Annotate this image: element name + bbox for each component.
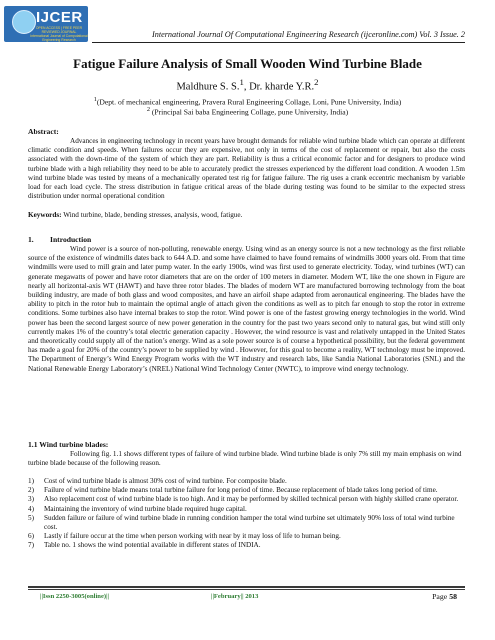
- section-heading: [28, 235, 465, 244]
- list-text: Failure of wind turbine blade means total turbine failure for long period of time. Because replacement of blade takes long period of time.: [44, 486, 438, 495]
- abstract-heading: Abstract:: [28, 127, 59, 136]
- page-number-value: 58: [449, 592, 457, 601]
- list-item: [28, 532, 465, 541]
- list-number: 4): [28, 504, 34, 513]
- list-number: 6): [28, 532, 34, 541]
- introduction-text: Wind power is a source of non-polluting, renewable energy. Using wind as an energy source is not a new technology as the first reliable source of the existence of windmills dates back to 644 A.D. and some have claimed to have found remains of windmills 3000 years old. From that time windmills were used to mill grain and later pump water. In the early 1900s, wind was first used to generate electricity. Today, wind turbines (WT) can generate megawatts of power and have rotor diameters that are on the order of 100 meters in diameter. Modern WT, like the one shown in Figure are nearly all horizontal-axis WT (HAWT) and have three rotor blades. The blades of modern WT are manufactured borrowing technology from the boat building industry, are made of both glass and wood composites, and have an airfoil shape adapted from aeronautical engineering. The blades have the ability to pitch in the rotor hub to maintain the optimal angle of attach given the conditions as well as to pitch far enough to stop the rotor in extreme conditions. Some turbines also have internal brakes to stop the rotor. Wind power is one of the fastest growing energy technologies in the world. Wind power has been the second largest source of new power generation in the country for the past two years second only to natural gas, but wind still only currently makes 1% of the country’s total electric generation capacity . However, the wind resource is vast and relatively untapped in the United States and theoretically could supply all of the nation’s energy. Wind as a sole power source is of course a hypothetical possibility, but the federal government has made a goal for 20% of the country’s power to be supplied by wind . However, for this goal to become a reality, WT technology must be improved. The Department of Energy’s Wind Energy Program works with the WT industry and research labs, like Sandia National Laboratories (SNL) and the National Renewable Energy Laboratory’s (NREL) National Wind Technology Center (NWTC), to improve wind energy technology.: [28, 245, 465, 373]
- abstract-text: Advances in engineering technology in recent years have brought demands for reliable wind turbine blade which can operate at different climatic condition and speeds. When failures occur they are expensive, not only in terms of the cost of replacement or repair, but also the costs associated with the down-time of the system of which they are part. Reliability is thus a critical economic factor and for designers to produce wind turbine blade with a high reliability they need to be able to accurately predict the stresses experienced by the different load condition. A wooden 1.5m wind turbine blade was tested by means of a mechanically operated test rig for fatigue failure. The rig uses a crank eccentric mechanism by variable load for each load cycle. The stress distribution in fatigue critical areas of the blade during testing was found to be similar to the expected stress distribution under normal operational condition: [28, 137, 465, 201]
- keywords-line: [28, 211, 465, 220]
- page-label: Page: [432, 592, 448, 601]
- list-number: 2): [28, 486, 34, 495]
- header-divider: [92, 42, 465, 43]
- list-number: 5): [28, 513, 34, 522]
- journal-running-title: International Journal Of Computational Engineering Research (ijceronline.com) Vol. 3 Issue. 2: [152, 30, 465, 39]
- journal-header: [0, 0, 495, 50]
- list-text: Table no. 1 shows the wind potential available in different states of INDIA.: [44, 541, 261, 550]
- list-item: [28, 495, 465, 504]
- author-line: [0, 77, 495, 93]
- affiliation-superscript: 2: [146, 106, 150, 113]
- list-text: Also replacement cost of wind turbine blade is too high. And it may be performed by skilled technical person with highly skilled crane operator.: [44, 495, 459, 504]
- keywords-label: Keywords:: [28, 211, 62, 219]
- paper-title: Fatigue Failure Analysis of Small Wooden Wind Turbine Blade: [73, 56, 422, 71]
- subsection-text: Following fig. 1.1 shows different types of failure of wind turbine blade. Wind turbine blade is only 7% still my main emphasis on wind turbine blade because of the following reason.: [28, 450, 462, 468]
- logo-name: IJCER: [36, 9, 83, 26]
- author-superscript: 2: [314, 77, 319, 87]
- list-number: 7): [28, 541, 34, 550]
- section-number: 1.: [28, 235, 34, 244]
- affiliation: [0, 106, 495, 117]
- affiliation: [0, 96, 495, 107]
- keywords-text: Wind turbine, blade, bending stresses, analysis, wood, fatigue.: [61, 211, 243, 219]
- list-item: [28, 477, 465, 486]
- list-text: Lastly if failure occur at the time when person working with near by it may loss of life to human being.: [44, 532, 341, 541]
- list-item: [28, 541, 465, 550]
- logo-tagline-line: OPEN ACCESS | FREE PEER REVIEWED JOURNAL: [35, 26, 83, 34]
- reasons-list: [28, 477, 465, 551]
- author-name: Dr. kharde Y.R.: [249, 81, 315, 93]
- author-name: Maldhure S. S.: [176, 81, 240, 93]
- list-item: [28, 505, 465, 514]
- author-superscript: 1: [239, 77, 244, 87]
- subsection-heading: 1.1 Wind turbine blades:: [28, 440, 109, 449]
- section-title: Introduction: [50, 235, 92, 244]
- page-footer: [28, 593, 465, 605]
- logo-tagline-line: International Journal of Computational: [30, 34, 88, 38]
- list-item: [28, 514, 465, 532]
- footer-issn: ||Issn 2250-3005(online)||: [40, 593, 110, 600]
- affiliation-superscript: 1: [93, 96, 97, 103]
- journal-logo: [4, 6, 88, 42]
- list-text: Maintaining the inventory of wind turbine blade required huge capital.: [44, 504, 247, 513]
- logo-tagline-line: Engineering Research: [42, 38, 76, 42]
- logo-tagline: [30, 26, 88, 42]
- author-separator: ,: [243, 81, 250, 93]
- page-number: [432, 592, 457, 601]
- list-number: 1): [28, 477, 34, 485]
- footer-date: ||February|| 2013: [211, 593, 259, 600]
- list-number: 3): [28, 495, 34, 504]
- footer-divider: [28, 589, 465, 590]
- list-item: [28, 486, 465, 495]
- affiliation-text: (Dept. of mechanical engineering, Pravera Rural Engineering Collage, Loni, Pune University, India): [96, 97, 402, 107]
- affiliation-text: (Principal Sai baba Engineering Collage, pune University, India): [150, 107, 349, 117]
- list-text: Sudden failure or failure of wind turbine blade in running condition hamper the total wind turbine set ultimately 90% loss of total wind turbine cost.: [44, 513, 455, 532]
- footer-divider: [28, 586, 465, 588]
- list-text: Cost of wind turbine blade is almost 30% cost of wind turbine. For composite blade.: [44, 477, 287, 485]
